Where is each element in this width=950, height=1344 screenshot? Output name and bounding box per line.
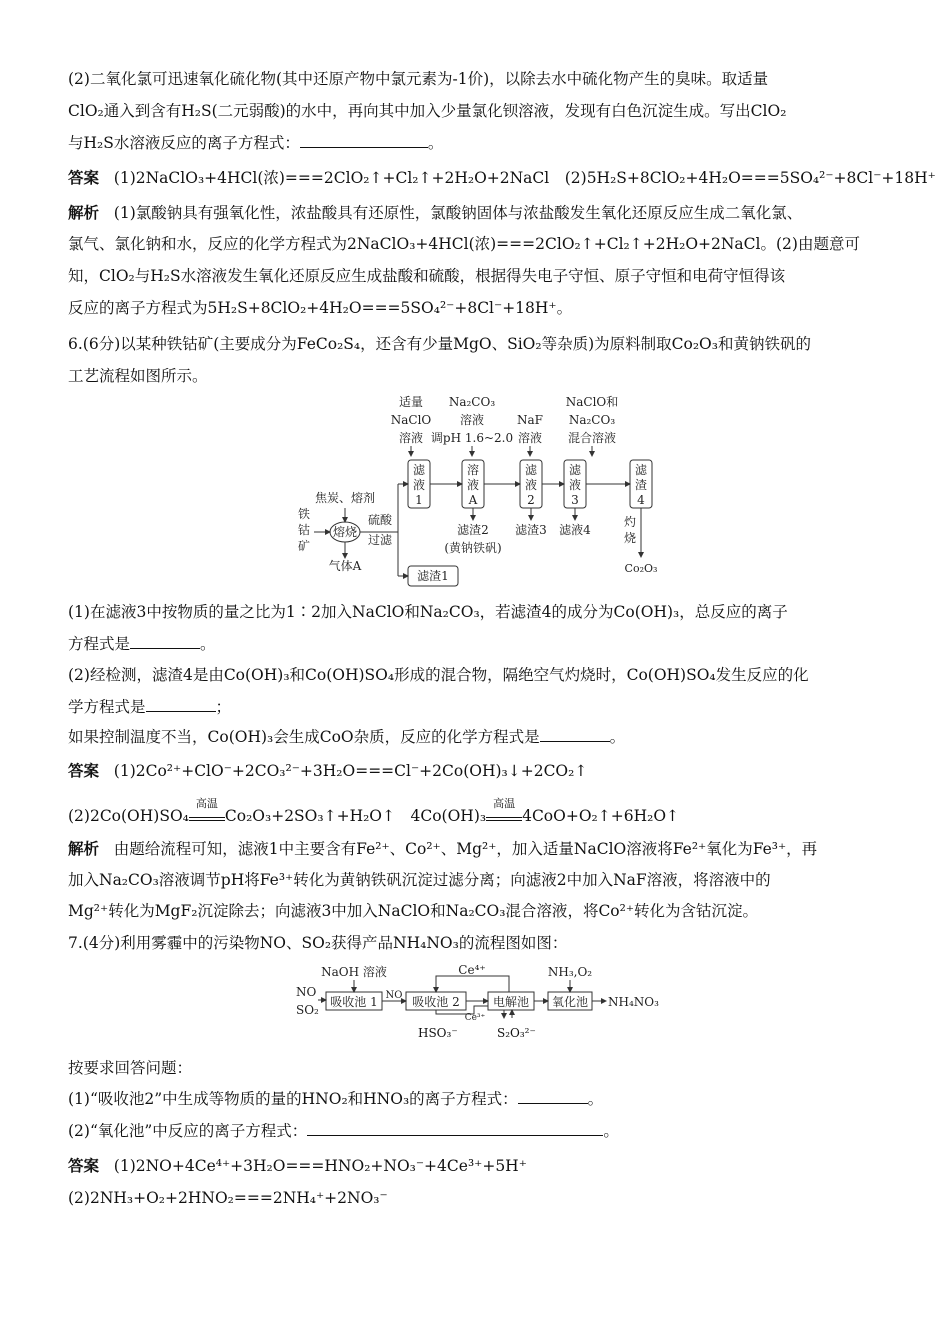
- punct: 。: [427, 134, 444, 152]
- s2o3-label: S₂O₃²⁻: [497, 1026, 536, 1040]
- raw-c3: 矿: [297, 539, 311, 553]
- q7-stem: 7.(4分)利用雾霾中的污染物NO、SO₂获得产品NH₄NO₃的流程图如图：: [68, 934, 568, 952]
- box3-c1: 滤: [524, 463, 538, 477]
- roast-label: 熔烧: [332, 525, 358, 539]
- acid-b: 过滤: [367, 533, 393, 547]
- product-label: Co₂O₃: [624, 562, 658, 575]
- q7-answer-line2: (2)2NH₃+O₂+2HNO₂===2NH₄⁺+2NO₃⁻: [68, 1189, 388, 1207]
- punct: 。: [200, 635, 216, 653]
- analysis-text: (1)氯酸钠具有强氧化性，浓盐酸具有还原性，氯酸钠固体与浓盐酸发生氧化还原反应生成二氧化氯、: [113, 204, 803, 222]
- q6-1-line2: [68, 633, 216, 655]
- q5-answer-text: (1)2NaClO₃+4HCl(浓)===2ClO₂↑+Cl₂↑+2H₂O+2NaCl (2)5H₂S+8ClO₂+4H₂O===5SO₄²⁻+8Cl⁻+18H⁺: [113, 169, 936, 187]
- q7-2-prompt: (2)“氧化池”中反应的离子方程式：: [68, 1122, 308, 1140]
- reagent4-c: 混合溶液: [567, 431, 617, 445]
- answer-blank[interactable]: [540, 727, 610, 742]
- box4-c3: 3: [571, 493, 579, 507]
- oxid-label: 氧化池: [551, 995, 589, 1009]
- answer-label: 答案: [68, 1156, 100, 1175]
- reagent3-b: 溶液: [517, 431, 543, 445]
- equals-sign: [189, 817, 225, 821]
- q7-flow-diagram: [294, 962, 664, 1022]
- q6-answer-2c: 4CoO+O₂↑+6H₂O↑: [522, 807, 680, 825]
- q5-2-prompt: 与H₂S水溶液反应的离子方程式：: [68, 134, 300, 152]
- analysis-text: 由题给流程可知，滤液1中主要含有Fe²⁺、Co²⁺、Mg²⁺，加入适量NaClO溶液将Fe²⁺氧化为Fe³⁺，再: [113, 840, 818, 858]
- no-mid-label: NO: [385, 990, 403, 1001]
- answer-blank[interactable]: [518, 1089, 588, 1104]
- q7-instruction: 按要求回答问题：: [68, 1059, 193, 1077]
- nh3o2-label: NH₃,O₂: [547, 965, 593, 979]
- hso3-label: HSO₃⁻: [418, 1026, 458, 1040]
- q6-stem-line1: 6.(6分)以某种铁钴矿(主要成分为FeCo₂S₄，还含有少量MgO、SiO₂等杂质)为原料制取Co₂O₃和黄钠铁矾的: [68, 335, 811, 353]
- gas-label: 气体A: [328, 559, 362, 573]
- box4-c1: 滤: [568, 463, 582, 477]
- q5-analysis-line1: [68, 202, 802, 224]
- punct: 。: [587, 1090, 604, 1108]
- raw-c1: 铁: [297, 507, 311, 521]
- answer-blank[interactable]: [300, 133, 428, 148]
- q5-2-line1: (2)二氧化氯可迅速氧化硫化物(其中还原产物中氯元素为-1价)，以除去水中硫化物产生的臭味。取适量: [68, 70, 769, 88]
- box1-c3: 1: [415, 493, 423, 507]
- box3-c2: 液: [524, 478, 538, 492]
- q5-analysis-line2: 氯气、氯化钠和水，反应的化学方程式为2NaClO₃+4HCl(浓)===2ClO₂↑+Cl₂↑+2H₂O+2NaCl。(2)由题意可: [68, 235, 860, 253]
- q7-2-line: [68, 1120, 619, 1142]
- ce4-label: Ce⁴⁺: [458, 963, 486, 977]
- q6-answer-line1: [68, 760, 587, 782]
- reagent2-c: 调pH 1.6~2.0: [430, 431, 514, 445]
- q6-analysis-line2: 加入Na₂CO₃溶液调节pH将Fe³⁺转化为黄钠铁矾沉淀过滤分离；向滤液2中加入NaF溶液，将溶液中的: [68, 871, 771, 889]
- q6-flow-diagram: [290, 392, 670, 592]
- box5-c1: 滤: [634, 463, 648, 477]
- q5-2-line2: ClO₂通入到含有H₂S(二元弱酸)的水中，再向其中加入少量氯化钡溶液，发现有白色沉淀生成。写出ClO₂: [68, 102, 787, 120]
- so2-label: SO₂: [296, 1003, 319, 1017]
- q6-answer-2a: (2)2Co(OH)SO₄: [68, 807, 189, 825]
- pool1-label: 吸收池 1: [330, 995, 378, 1009]
- elec-label: 电解池: [492, 995, 530, 1009]
- q7-1-prompt: (1)“吸收池2”中生成等物质的量的HNO₂和HNO₃的离子方程式：: [68, 1090, 518, 1108]
- answer-blank[interactable]: [130, 634, 200, 649]
- answer-label: 答案: [68, 761, 100, 780]
- reagent4-a: NaClO和: [565, 395, 619, 409]
- filtrate4-label: 滤液4: [559, 523, 591, 537]
- burn-c2: 烧: [623, 531, 637, 545]
- q7-answer-line1: [68, 1155, 527, 1177]
- q6-answer-1: (1)2Co²⁺+ClO⁻+2CO₃²⁻+3H₂O===Cl⁻+2Co(OH)₃↓+2CO₂↑: [113, 762, 588, 780]
- q6-analysis-line1: [68, 838, 817, 860]
- box1-c1: 滤: [412, 463, 426, 477]
- box1-c2: 液: [412, 478, 426, 492]
- q6-2c-prompt: 如果控制温度不当，Co(OH)₃会生成CoO杂质，反应的化学方程式是: [68, 728, 540, 746]
- residue1-label: 滤渣1: [417, 569, 449, 583]
- equals-sign: [486, 817, 522, 821]
- reagent2-b: 溶液: [459, 413, 485, 427]
- q6-stem-line2: 工艺流程如图所示。: [68, 367, 208, 385]
- q6-2-line2: [68, 696, 231, 718]
- box5-c2: 渣: [634, 478, 648, 492]
- reagent1-c: 溶液: [398, 431, 424, 445]
- reagent4-b: Na₂CO₃: [568, 413, 616, 427]
- acid-a: 硫酸: [367, 513, 393, 527]
- q5-analysis-line3: 知，ClO₂与H₂S水溶液发生氧化还原反应生成盐酸和硫酸，根据得失电子守恒、原子守恒和电荷守恒得该: [68, 267, 786, 285]
- condition-label: 高温: [493, 797, 516, 810]
- pool2-label: 吸收池 2: [412, 995, 460, 1009]
- condition-label: 高温: [195, 797, 218, 810]
- q7-1-line: [68, 1088, 603, 1110]
- q6-answer-line2: [68, 797, 680, 827]
- analysis-label: 解析: [68, 203, 100, 222]
- reagent3-a: NaF: [517, 413, 543, 427]
- box2-c1: 溶: [466, 463, 480, 477]
- box4-c2: 液: [568, 478, 582, 492]
- q7-answer-1: (1)2NO+4Ce⁴⁺+3H₂O===HNO₂+NO₃⁻+4Ce³⁺+5H⁺: [113, 1157, 527, 1175]
- residue3-label: 滤渣3: [515, 523, 547, 537]
- q6-2-line1: (2)经检测，滤渣4是由Co(OH)₃和Co(OH)SO₄形成的混合物，隔绝空气灼烧时，Co(OH)SO₄发生反应的化: [68, 666, 809, 684]
- residue2-label: 滤渣2: [457, 523, 489, 537]
- q6-2-prompt: 学方程式是: [68, 698, 146, 716]
- answer-blank[interactable]: [146, 697, 216, 712]
- reagent1-a: 适量: [398, 395, 424, 409]
- answer-label: 答案: [68, 168, 100, 187]
- reagent2-a: Na₂CO₃: [448, 395, 496, 409]
- q6-2-line3: [68, 726, 625, 748]
- box3-c3: 2: [527, 493, 535, 507]
- box5-c3: 4: [637, 493, 645, 507]
- raw-c2: 钴: [297, 523, 311, 537]
- fuel-label: 焦炭、熔剂: [314, 491, 376, 505]
- reagent1-b: NaClO: [390, 413, 432, 427]
- residue2b-label: (黄钠铁矾): [444, 541, 502, 555]
- naoh-label: NaOH 溶液: [321, 965, 387, 979]
- answer-blank[interactable]: [307, 1121, 603, 1136]
- q5-analysis-line4: 反应的离子方程式为5H₂S+8ClO₂+4H₂O===5SO₄²⁻+8Cl⁻+18H⁺。: [68, 299, 573, 317]
- punct: ；: [215, 698, 232, 716]
- burn-c1: 灼: [623, 515, 637, 529]
- q6-answer-2b: Co₂O₃+2SO₃↑+H₂O↑ 4Co(OH)₃: [224, 807, 487, 825]
- q5-answer: [68, 167, 936, 189]
- punct: 。: [603, 1122, 619, 1140]
- q5-2-line3: [68, 132, 443, 154]
- no-label: NO: [296, 985, 317, 999]
- punct: 。: [609, 728, 626, 746]
- q6-1-prompt: 方程式是: [68, 635, 131, 653]
- ce3-label: Ce³⁺: [464, 1013, 486, 1022]
- box2-c2: 液: [466, 478, 480, 492]
- analysis-label: 解析: [68, 839, 100, 858]
- q6-1-line1: (1)在滤液3中按物质的量之比为1∶2加入NaClO和Na₂CO₃，若滤渣4的成分为Co(OH)₃，总反应的离子: [68, 603, 788, 621]
- box2-c3: A: [468, 493, 478, 507]
- q6-analysis-line3: Mg²⁺转化为MgF₂沉淀除去；向滤液3中加入NaClO和Na₂CO₃混合溶液，将Co²⁺转化为含钴沉淀。: [68, 902, 759, 920]
- product-label: NH₄NO₃: [608, 995, 659, 1009]
